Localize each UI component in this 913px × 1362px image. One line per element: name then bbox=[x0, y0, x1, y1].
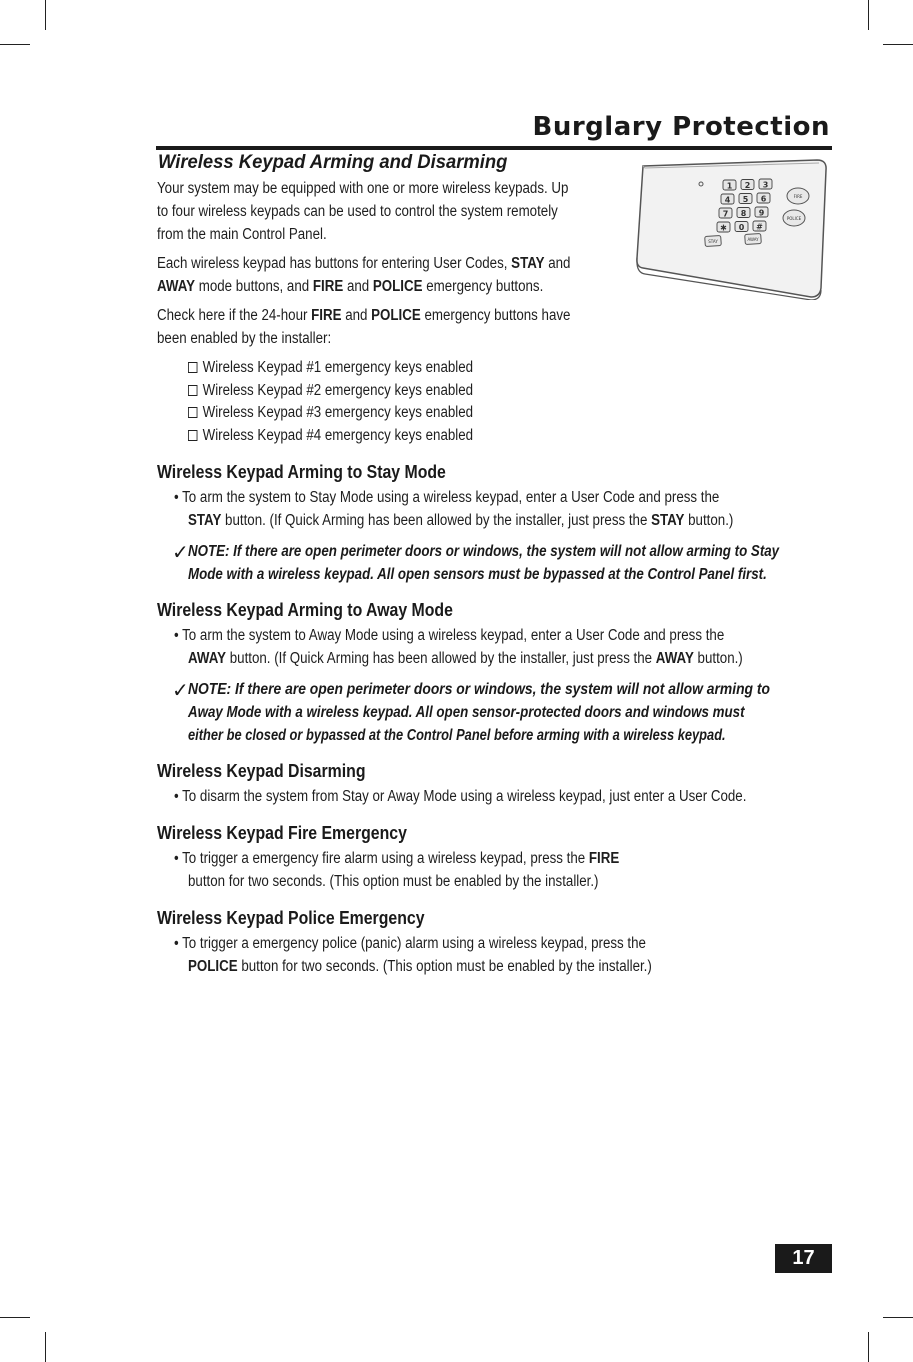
checkmark-icon: ✓ bbox=[172, 680, 189, 702]
page-header-title: Burglary Protection bbox=[532, 112, 830, 142]
keypad-buttons-line: AWAY mode buttons, and FIRE and POLICE emergency buttons. bbox=[157, 278, 544, 295]
checkbox[interactable] bbox=[188, 407, 197, 418]
checklist-item[interactable]: Wireless Keypad #1 emergency keys enabled bbox=[188, 357, 473, 379]
crop-mark bbox=[45, 1332, 46, 1362]
keypad-key-label: 7 bbox=[722, 209, 729, 219]
stay-button-label: STAY bbox=[708, 239, 718, 244]
police-button-label: POLICE bbox=[786, 216, 802, 221]
checkbox[interactable] bbox=[188, 385, 197, 396]
bullet-line: • To arm the system to Away Mode using a wireless keypad, enter a User Code and press the bbox=[174, 627, 725, 644]
keypad-key-label: 2 bbox=[744, 181, 751, 190]
bullet-line: • To disarm the system from Stay or Away Mode using a wireless keypad, just enter a User Code. bbox=[174, 788, 747, 805]
keypad-key-label: 5 bbox=[742, 195, 749, 204]
keypad-key-label: 1 bbox=[726, 181, 733, 191]
checklist-item[interactable]: Wireless Keypad #3 emergency keys enabled bbox=[188, 402, 473, 424]
check-instruction-line: been enabled by the installer: bbox=[157, 330, 332, 347]
note-line: NOTE: If there are open perimeter doors or windows, the system will not allow arming to Stay bbox=[188, 543, 780, 560]
crop-mark bbox=[868, 0, 869, 30]
away-button-label: AWAY bbox=[747, 237, 759, 242]
intro-line: to four wireless keypads can be used to control the system remotely bbox=[157, 203, 558, 220]
keypad-key-label: 8 bbox=[740, 209, 747, 218]
section-heading: Wireless Keypad Police Emergency bbox=[157, 908, 425, 928]
wireless-keypad-illustration bbox=[633, 158, 833, 300]
intro-line: Your system may be equipped with one or more wireless keypads. Up bbox=[157, 180, 569, 197]
intro-line: from the main Control Panel. bbox=[157, 226, 327, 243]
checkmark-icon: ✓ bbox=[172, 542, 189, 564]
fire-button-label: FIRE bbox=[793, 194, 803, 199]
checklist-item[interactable]: Wireless Keypad #4 emergency keys enabled bbox=[188, 425, 473, 447]
section-heading: Wireless Keypad Arming to Away Mode bbox=[157, 600, 453, 620]
checkbox[interactable] bbox=[188, 430, 197, 441]
checkbox[interactable] bbox=[188, 362, 197, 373]
crop-mark bbox=[0, 1317, 30, 1318]
crop-mark bbox=[883, 1317, 913, 1318]
crop-mark bbox=[45, 0, 46, 30]
note-line: Mode with a wireless keypad. All open sensors must be bypassed at the Control Panel first. bbox=[188, 566, 767, 583]
note-line: either be closed or bypassed at the Control Panel before arming with a wireless keypad. bbox=[188, 727, 726, 744]
bullet-line: STAY button. (If Quick Arming has been allowed by the installer, just press the STAY button.) bbox=[188, 512, 734, 529]
keypad-buttons-line: Each wireless keypad has buttons for entering User Codes, STAY and bbox=[157, 255, 571, 272]
checklist-item[interactable]: Wireless Keypad #2 emergency keys enabled bbox=[188, 380, 473, 402]
section-heading: Wireless Keypad Fire Emergency bbox=[157, 823, 407, 843]
section-heading: Wireless Keypad Arming to Stay Mode bbox=[157, 462, 446, 482]
crop-mark bbox=[883, 44, 913, 45]
section-heading: Wireless Keypad Disarming bbox=[157, 761, 366, 781]
bullet-line: • To arm the system to Stay Mode using a wireless keypad, enter a User Code and press the bbox=[174, 489, 720, 506]
note-line: Away Mode with a wireless keypad. All open sensor-protected doors and windows must bbox=[188, 704, 745, 721]
check-instruction-line: Check here if the 24-hour FIRE and POLICE emergency buttons have bbox=[157, 307, 571, 324]
keypad-key-label: 0 bbox=[738, 223, 745, 232]
keypad-key-label: 6 bbox=[760, 194, 767, 204]
section-title: Wireless Keypad Arming and Disarming bbox=[158, 152, 508, 173]
bullet-line: AWAY button. (If Quick Arming has been allowed by the installer, just press the AWAY button.) bbox=[188, 650, 743, 667]
keypad-key-label: 4 bbox=[724, 195, 731, 205]
bullet-line: • To trigger a emergency fire alarm using a wireless keypad, press the FIRE bbox=[174, 850, 620, 867]
page-number: 17 bbox=[775, 1244, 832, 1273]
keypad-key-label: 9 bbox=[758, 208, 765, 218]
note-line: NOTE: If there are open perimeter doors or windows, the system will not allow arming to bbox=[188, 681, 770, 698]
header-rule bbox=[156, 146, 832, 150]
bullet-line: button for two seconds. (This option must be enabled by the installer.) bbox=[188, 873, 599, 890]
bullet-line: POLICE button for two seconds. (This option must be enabled by the installer.) bbox=[188, 958, 652, 975]
keypad-key-label: # bbox=[756, 222, 763, 232]
crop-mark bbox=[0, 44, 30, 45]
crop-mark bbox=[868, 1332, 869, 1362]
keypad-key-label: ✱ bbox=[720, 223, 727, 233]
bullet-line: • To trigger a emergency police (panic) alarm using a wireless keypad, press the bbox=[174, 935, 646, 952]
keypad-key-label: 3 bbox=[762, 180, 769, 190]
